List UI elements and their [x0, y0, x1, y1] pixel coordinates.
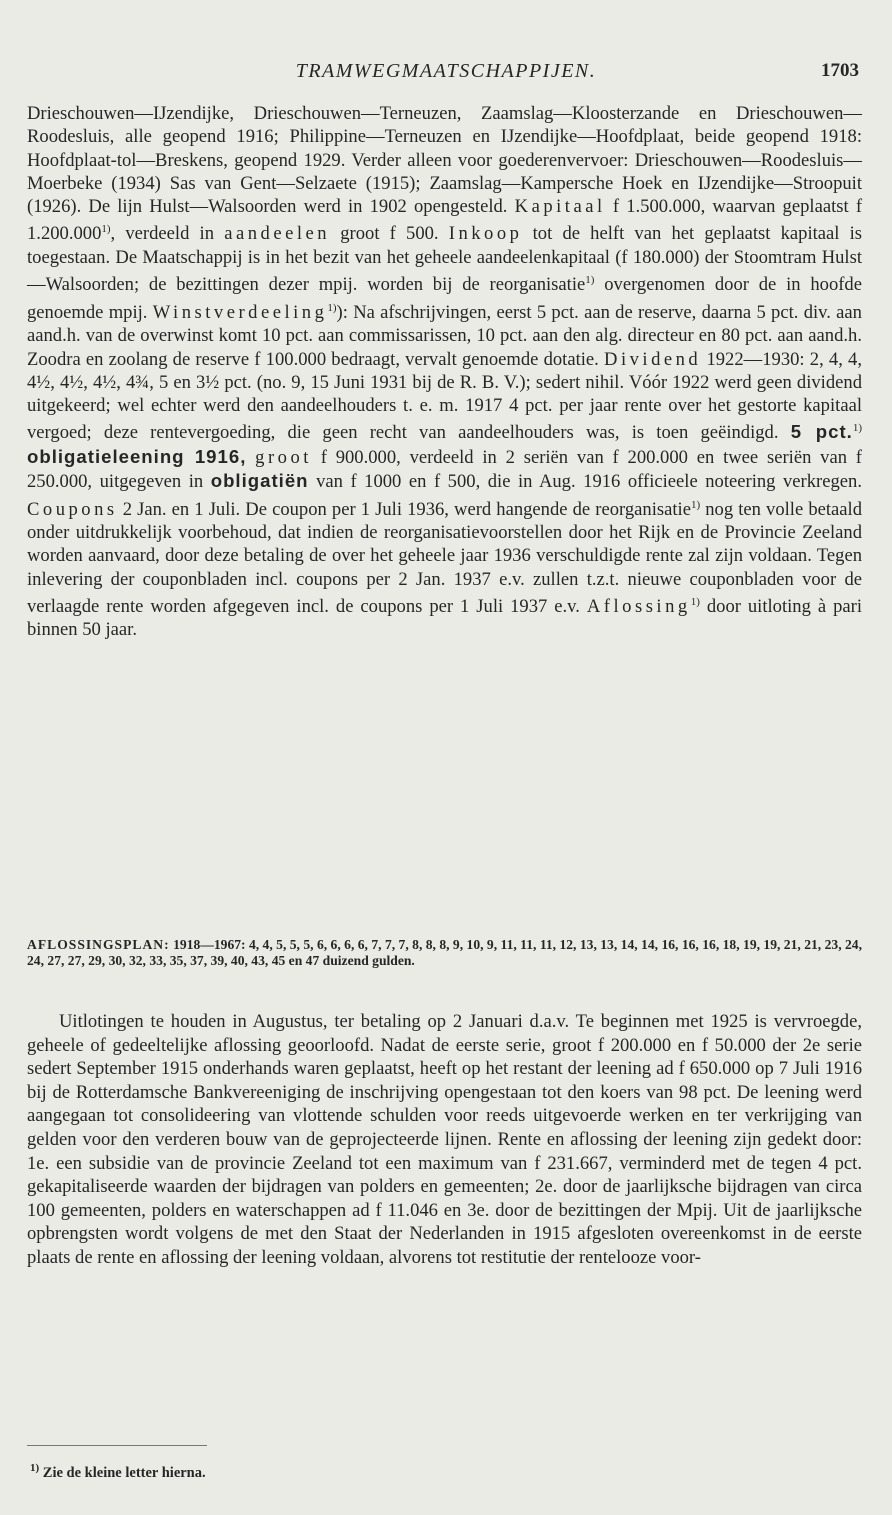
main-paragraph	[27, 102, 862, 642]
coupons-label: Coupons	[27, 498, 118, 520]
groot-label: groot	[255, 446, 312, 468]
loan-label-2: obligatieleening 1916,	[27, 445, 247, 467]
text-span: van f 1000 en f 500, die in Aug. 1916 officieele noteering verkregen.	[316, 471, 862, 493]
repayment-schedule	[27, 937, 862, 969]
schedule-text: 1918—1967: 4, 4, 5, 5, 5, 6, 6, 6, 6, 7, 7, 7, 8, 8, 8, 9, 10, 9, 11, 11, 11, 12, 13, 13, 14, 14, 16, 16, 16, 18, 19, 19, 21, 21, 23, 24, 24, 27, 27, 29, 30, 32, 33, 35, 37, 39, 40, 43, 45 en 47 duizend gulden.	[27, 937, 862, 968]
schedule-label: AFLOSSINGSPLAN:	[27, 937, 170, 952]
page-header	[0, 60, 892, 90]
footnote	[30, 1462, 206, 1482]
inkoop-label: Inkoop	[448, 223, 523, 245]
footnote-ref: 1)	[327, 301, 337, 314]
winstverdeeling-label: Winstverdeeling	[152, 301, 328, 323]
text-span: f 900.000, verdeeld in 2 seriën van f 200.000 en twee seriën van f 250.000, uitgegeven in	[27, 446, 862, 493]
dividend-label: Dividend	[604, 348, 702, 370]
page-number: 1703	[821, 60, 859, 81]
text-span: 1922—1930: 2, 4, 4, 4½, 4½, 4½, 4¾, 5 en 3½ pct. (no. 9, 15 Juni 1931 bij de R. B. V.); sedert nihil. Vóór 1922 werd geen dividend uitgekeerd; wel echter werd den aandeelhouders t. e. m. 1917 4 pct. per jaar rente over het gestorte kapitaal vergoed; deze rentevergoeding, die geen recht van aandeelhouders was, is toen geëindigd.	[27, 348, 862, 444]
text-span: nog ten volle betaald onder uitdrukkelijk voorbehoud, dat indien de reorganisatievoorstellen door het Rijk en de Provincie Zeeland worden aanvaard, door deze betaling de over het geheele jaar 1936 verschuldigde rente zal zijn voldaan. Tegen inlevering der couponbladen incl. coupons per 2 Jan. 1937 e.v. zullen t.z.t. nieuwe couponbladen voor de verlaagde rente worden afgegeven incl. de coupons per 1 Juli 1937 e.v.	[27, 498, 863, 618]
text-span: overgenomen door de in hoofde genoemde mpij.	[27, 274, 862, 323]
text-span: f 1.500.000, waarvan geplaatst f 1.200.000	[27, 196, 863, 245]
aandeelen-label: aandeelen	[224, 223, 331, 245]
footnote-ref: 1)	[585, 274, 595, 287]
text-span: door uitloting à pari binnen 50 jaar.	[27, 596, 862, 641]
footnote-divider	[27, 1445, 207, 1446]
loan-label: 5 pct.	[790, 421, 853, 443]
running-title: TRAMWEGMAATSCHAPPIJEN.	[295, 60, 597, 82]
obligatien-label: obligatiën	[210, 470, 309, 492]
text-span: ): Na afschrijvingen, eerst 5 pct. aan de reserve, daarna 5 pct. div. aan aand.h. van de overwinst komt 10 pct. aan commissarissen, 10 pct. aan den alg. directeur en 80 pct. aan aand.h. Zoodra en zoolang de reserve f 100.000 bedraagt, vervalt genoemde dotatie.	[27, 301, 862, 370]
text-span: Drieschouwen—IJzendijke, Drieschouwen—Terneuzen, Zaamslag—Kloosterzande en Drieschouwen—Roodesluis, alle geopend 1916; Philippine—Terneuzen en IJzendijke—Hoofdplaat, beide geopend 1918: Hoofdplaat-tol—Breskens, geopend 1929. Verder alleen voor goederenvervoer: Drieschouwen—Roodesluis—Moerbeke (1934) Sas van Gent—Selzaete (1915); Zaamslag—Kampersche Hoek en IJzendijke—Stroopuit (1926). De lijn Hulst—Walsoorden werd in 1902 opengesteld.	[27, 103, 862, 218]
aflossing-label: Aflossing	[586, 596, 691, 618]
footnote-ref: 1)	[852, 422, 862, 435]
paragraph-text: Uitlotingen te houden in Augustus, ter betaling op 2 Januari d.a.v. Te beginnen met 1925 is vervroegde, geheele of gedeeltelijke aflossing geoorloofd. Nadat de eerste serie, groot f 200.000 en f 50.000 der 2e serie sedert September 1915 onderhands waren geplaatst, heeft op het restant der leening ad f 650.000 op 7 Juli 1916 bij de Rotterdamsche Bankvereeniging de inschrijving opengestaan tot den koers van 98 pct. De leening werd aangegaan tot consolideering van vlottende schulden voor reeds uitgevoerde werken en ter verkrijging van gelden voor den verderen bouw van de geprojecteerde lijnen. Rente en aflossing der leening zijn gedekt door: 1e. een subsidie van de provincie Zeeland tot een maximum van f 231.667, verminderd met de tegen 4 pct. gekapitaliseerde waarden der bijdragen van polders en gemeenten; 2e. door de jaarlijksche bijdragen van circa 100 gemeenten, polders en waterschappen ad f 11.046 en 3e. door de bezittingen der Mpij. Uit de jaarlijksche opbrengsten wordt volgens de met den Staat der Nederlanden in 1915 afgesloten overeenkomst in de eerste plaats de rente en aflossing der leening voldaan, alvorens tot restitutie der rentelooze voor-	[27, 1011, 862, 1268]
text-span: 2 Jan. en 1 Juli. De coupon per 1 Juli 1936, werd hangende de reorganisatie	[122, 498, 691, 520]
footnote-ref: 1)	[101, 223, 111, 236]
footnote-mark: 1)	[30, 1462, 40, 1474]
text-span: groot f 500.	[340, 223, 439, 245]
text-span: tot de helft van het geplaatst kapitaal is toegestaan. De Maatschappij is in het bezit van het geheele aandeelenkapitaal (f 180.000) der Stoomtram Hulst—Walsoorden; de bezittingen dezer mpij. worden bij de reorganisatie	[27, 223, 863, 296]
footnote-ref: 1)	[690, 595, 700, 608]
kapitaal-label: Kapitaal	[514, 196, 606, 218]
text-span: , verdeeld in	[110, 223, 215, 245]
second-paragraph	[27, 1010, 862, 1270]
footnote-text: Zie de kleine letter hierna.	[42, 1464, 206, 1481]
footnote-ref: 1)	[690, 498, 701, 511]
